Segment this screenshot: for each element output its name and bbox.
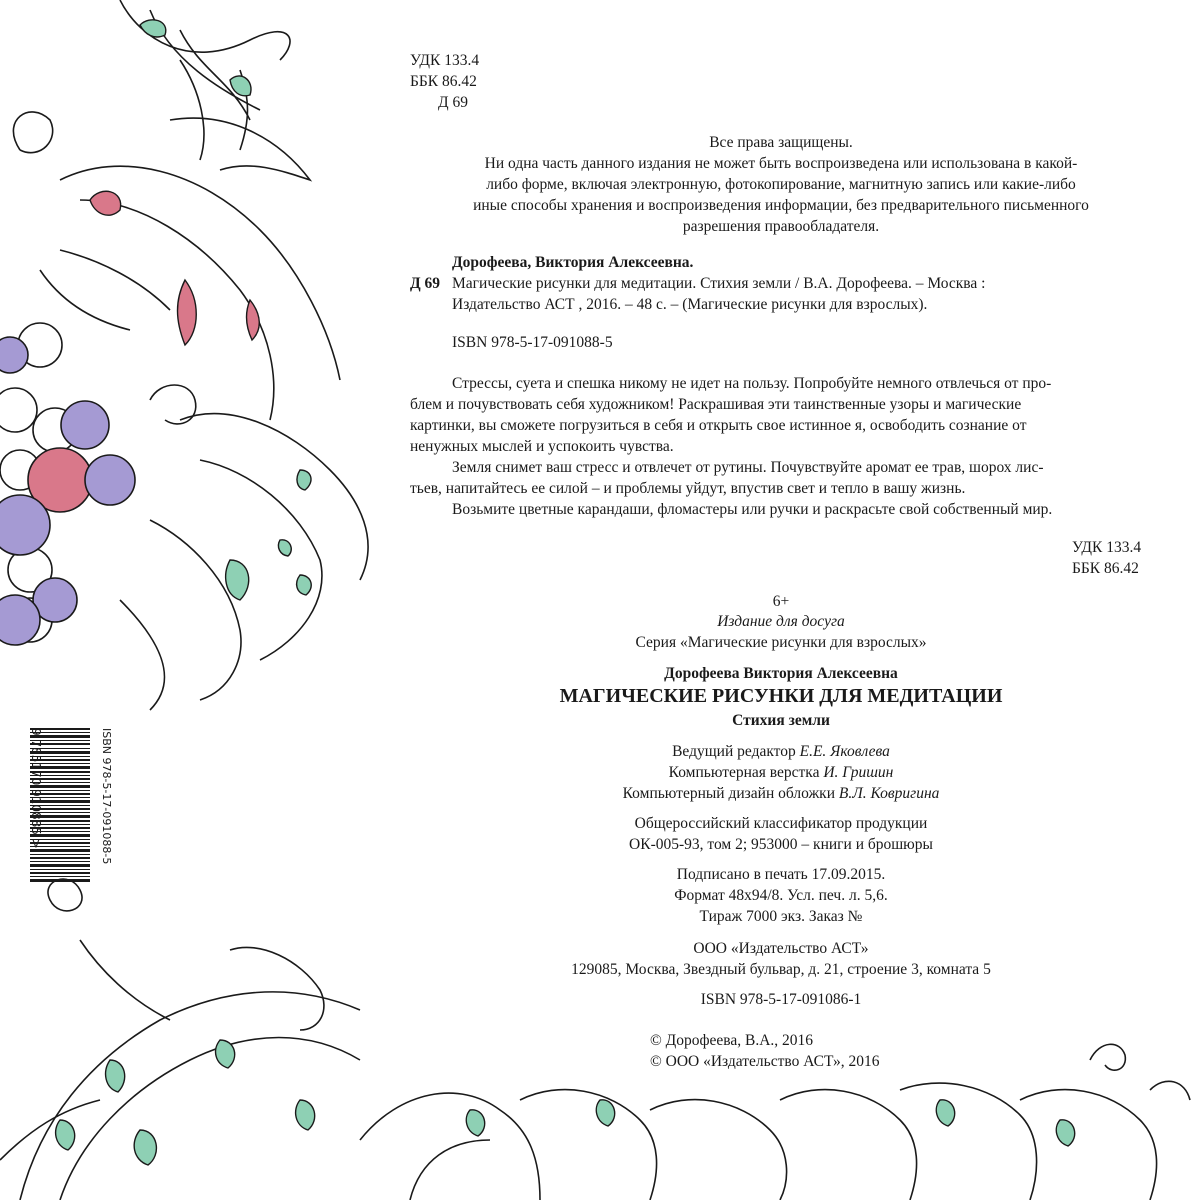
biblio-line: Магические рисунки для медитации. Стихия земли / В.А. Дорофеева. – Москва : [452, 275, 986, 292]
annotation-line: Стрессы, суета и спешка никому не идет на пользу. Попробуйте немного отвлечься от про- [452, 375, 1052, 392]
age-rating: 6+ [772, 593, 790, 610]
credit-name: Е.Е. Яковлева [799, 743, 890, 760]
author-mark: Д 69 [438, 94, 468, 111]
publisher-address: 129085, Москва, Звездный бульвар, д. 21, строение 3, комната 5 [571, 961, 991, 978]
udk-code-right: УДК 133.4 [1072, 539, 1142, 556]
rights-line: иные способы хранения и воспроизведения информации, без предварительного письменного [473, 197, 1089, 214]
isbn-bottom: ISBN 978-5-17-091086-1 [700, 991, 862, 1008]
annotation-line: блем и почувствовать себя художником! Раскрашивая эти таинственные узоры и магические [410, 396, 1022, 413]
edition-type: Издание для досуга [717, 613, 845, 630]
credit-name: И. Гришин [823, 764, 894, 781]
author-heading: Дорофеева, Виктория Алексеевна. [452, 254, 694, 271]
book-title: МАГИЧЕСКИЕ РИСУНКИ ДЛЯ МЕДИТАЦИИ [559, 685, 1003, 707]
publisher-name: ООО «Издательство АСТ» [693, 940, 869, 957]
credit-layout [400, 762, 1162, 783]
annotation-line: тьев, напитайтесь ее силой – и проблемы уйдут, впустив свет и тепло в вашу жизнь. [410, 480, 966, 497]
udk-code: УДК 133.4 [410, 52, 480, 69]
code-mark: Д 69 [410, 275, 441, 292]
print-info-line: Подписано в печать 17.09.2015. [676, 866, 886, 883]
credit-role: Компьютерный дизайн обложки [622, 785, 835, 802]
classifier-line: Общероссийский классификатор продукции [634, 815, 928, 832]
rights-heading: Все права защищены. [709, 134, 853, 151]
bbk-code-right: ББК 86.42 [1072, 560, 1139, 577]
credit-cover-design [400, 783, 1162, 804]
annotation-line: Возьмите цветные карандаши, фломастеры или ручки и раскрасьте свой собственный мир. [452, 501, 1053, 518]
biblio-line: Издательство АСТ , 2016. – 48 с. – (Магические рисунки для взрослых). [452, 296, 928, 313]
credit-role: Ведущий редактор [672, 743, 796, 760]
bbk-code: ББК 86.42 [410, 73, 477, 90]
print-info-line: Формат 48х94/8. Усл. печ. л. 5,6. [674, 887, 888, 904]
copyright-line: © Дорофеева, В.А., 2016 [650, 1032, 814, 1049]
series-name: Серия «Магические рисунки для взрослых» [635, 634, 927, 651]
floral-illustration-left [0, 0, 400, 720]
barcode-isbn: ISBN 978-5-17-091088-5 [100, 728, 113, 865]
author-name: Дорофеева Виктория Алексеевна [664, 665, 898, 682]
annotation-line: ненужных мыслей и успокоить чувства. [410, 438, 674, 455]
credit-editor [400, 741, 1162, 762]
annotation-line: Земля снимет ваш стресс и отвлечет от рутины. Почувствуйте аромат ее трав, шорох лис- [452, 459, 1044, 476]
rights-line: Ни одна часть данного издания не может быть воспроизведена или использована в какой- [484, 155, 1078, 172]
print-info-line: Тираж 7000 экз. Заказ № [699, 908, 863, 925]
book-subtitle: Стихия земли [732, 712, 830, 729]
classifier-line: ОК-005-93, том 2; 953000 – книги и брошюры [629, 836, 933, 853]
annotation-line: картинки, вы сможете погрузиться в себя и открыть свое истинное я, освободить сознание от [410, 417, 1027, 434]
credit-role: Компьютерная верстка [668, 764, 820, 781]
credit-name: В.Л. Ковригина [838, 785, 940, 802]
rights-line: разрешения правообладателя. [682, 218, 880, 235]
copyright-line: © ООО «Издательство АСТ», 2016 [650, 1053, 880, 1070]
barcode-digits: 9 785170 910885 > [29, 728, 43, 849]
isbn-line: ISBN 978-5-17-091088-5 [452, 334, 613, 351]
rights-line: либо форме, включая электронную, фотокопирование, магнитную запись или какие-либо [486, 176, 1076, 193]
